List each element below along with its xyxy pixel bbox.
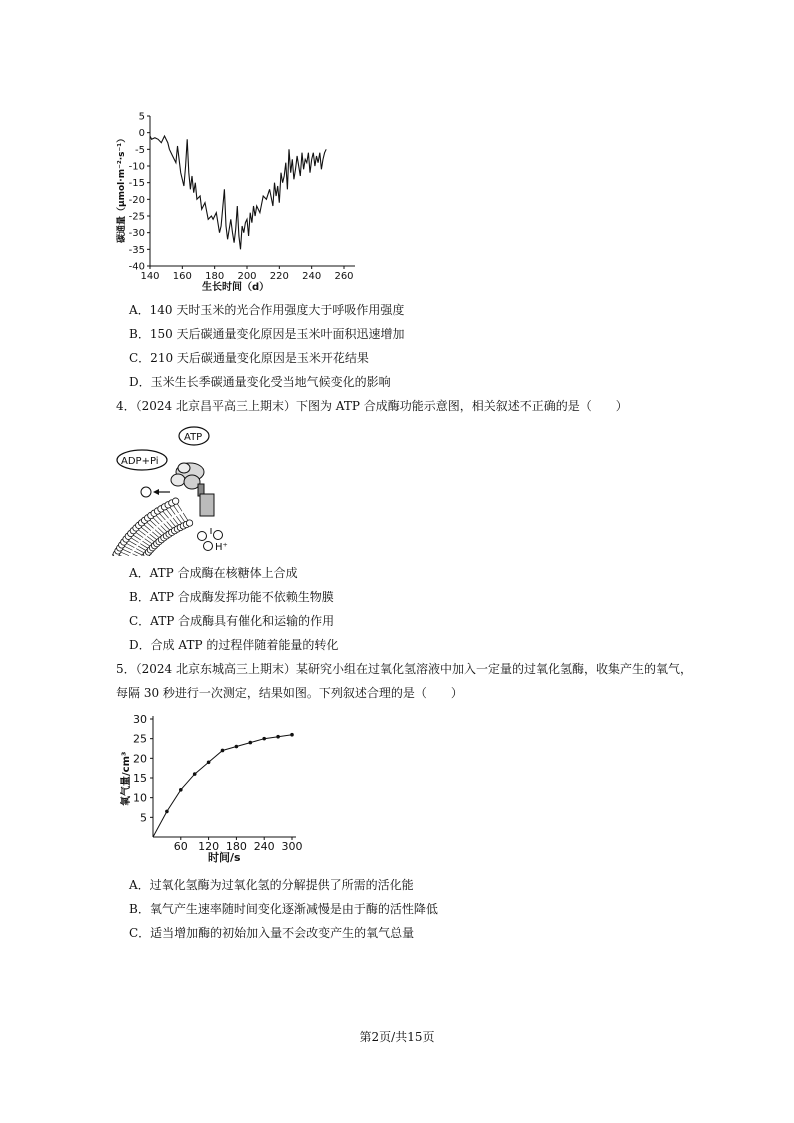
oxygen-data-point xyxy=(165,810,169,814)
chart1-x-tick-label: 240 xyxy=(302,271,322,282)
chart1-y-tick-label: -20 xyxy=(128,194,145,206)
chart1-x-tick-label: 180 xyxy=(205,271,225,282)
oxygen-data-point xyxy=(290,733,294,737)
chart2-y-ticks xyxy=(133,713,153,824)
chart1-axes xyxy=(150,116,355,266)
chart1-x-tick-label: 160 xyxy=(172,271,192,282)
carbon-flux-series xyxy=(150,136,326,249)
q3-option-c: C．210 天后碳通量变化原因是玉米开花结果 xyxy=(129,351,369,365)
chart2-x-tick-label: 240 xyxy=(253,840,275,853)
q5-stem-line2: 每隔 30 秒进行一次测定，结果如图。下列叙述合理的是（ ） xyxy=(116,686,463,700)
q4-option-d: D．合成 ATP 的过程伴随着能量的转化 xyxy=(129,638,339,652)
chart1-y-tick-label: -30 xyxy=(128,228,145,240)
oxygen-data-point xyxy=(193,772,197,776)
oxygen-data-point xyxy=(262,737,266,741)
q4-option-b: B．ATP 合成酶发挥功能不依赖生物膜 xyxy=(129,590,334,604)
chart2-x-tick-label: 180 xyxy=(225,840,247,853)
chart1-x-ticks xyxy=(140,266,353,282)
page-footer: 第2页/共15页 xyxy=(359,1030,435,1044)
chart1-x-tick-label: 220 xyxy=(269,271,289,282)
chart1-y-tick-label: -35 xyxy=(128,244,145,256)
atp-synthase-head-icon xyxy=(171,463,214,516)
chart1-y-axis-label: 碳通量（μmol·m⁻²·s⁻¹） xyxy=(117,133,127,243)
chart2-x-axis-label: 时间/s xyxy=(208,851,241,864)
chart2-x-tick-label: 120 xyxy=(198,840,220,853)
atp-label: ATP xyxy=(184,432,203,443)
oxygen-points xyxy=(165,733,294,813)
q4-stem: 4．（2024 北京昌平高三上期末）下图为 ATP 合成酶功能示意图，相关叙述不正确的是（ ） xyxy=(116,399,628,413)
chart2-y-tick-label: 10 xyxy=(133,791,147,805)
q3-option-a: A．140 天时玉米的光合作用强度大于呼吸作用强度 xyxy=(129,303,405,317)
chart1-y-tick-label: -15 xyxy=(128,178,145,190)
chart1-x-tick-label: 140 xyxy=(140,271,160,282)
chart1-y-tick-label: 5 xyxy=(138,111,145,123)
chart2-y-axis-label: 氧气量/cm³ xyxy=(121,751,132,806)
chart2-x-tick-label: 300 xyxy=(281,840,303,853)
q5-option-c: C．适当增加酶的初始加入量不会改变产生的氧气总量 xyxy=(129,926,415,940)
chart1-y-tick-label: 0 xyxy=(138,128,145,140)
chart1-y-tick-label: -40 xyxy=(128,261,145,273)
carbon-flux-chart xyxy=(110,108,370,296)
oxygen-data-point xyxy=(221,749,225,753)
chart1-x-tick-label: 260 xyxy=(334,271,354,282)
chart1-x-axis-label: 生长时间（d） xyxy=(202,282,270,293)
atp-synthase-diagram xyxy=(112,424,272,556)
q5-stem-line1: 5．（2024 北京东城高三上期末）某研究小组在过氧化氢溶液中加入一定量的过氧化氢酶，收集产生的氧气， xyxy=(116,662,692,676)
oxygen-chart xyxy=(112,710,312,868)
chart2-y-tick-label: 15 xyxy=(133,772,147,785)
chart2-y-tick-label: 25 xyxy=(133,732,147,746)
chart2-y-tick-label: 20 xyxy=(133,752,147,766)
q4-option-a: A．ATP 合成酶在核糖体上合成 xyxy=(129,566,298,580)
oxygen-data-point xyxy=(249,741,253,745)
q5-option-b: B．氧气产生速率随时间变化逐渐减慢是由于酶的活性降低 xyxy=(129,902,438,916)
chart1-y-tick-label: -25 xyxy=(128,211,145,223)
chart2-y-tick-label: 30 xyxy=(133,713,147,726)
q3-option-d: D．玉米生长季碳通量变化受当地气候变化的影响 xyxy=(129,375,391,389)
chart1-x-tick-label: 200 xyxy=(237,271,257,282)
proton-circle xyxy=(141,487,151,497)
q3-option-b: B．150 天后碳通量变化原因是玉米叶面积迅速增加 xyxy=(129,327,405,341)
membrane-bilayer xyxy=(112,498,193,556)
h-ion-label: H⁺ xyxy=(215,542,228,553)
chart1-y-tick-label: -5 xyxy=(135,144,145,156)
oxygen-data-point xyxy=(179,788,183,792)
chart2-x-tick-label: 60 xyxy=(173,840,188,853)
oxygen-data-point xyxy=(276,735,280,739)
oxygen-data-point xyxy=(235,745,239,749)
chart1-y-tick-label: -10 xyxy=(128,161,145,173)
chart1-y-ticks xyxy=(129,112,150,273)
q4-option-c: C．ATP 合成酶具有催化和运输的作用 xyxy=(129,614,335,628)
chart2-y-tick-label: 5 xyxy=(140,811,147,825)
oxygen-data-point xyxy=(207,760,211,764)
chart2-axes xyxy=(153,716,296,837)
adp-label: ADP+Pi xyxy=(121,456,159,467)
q5-option-a: A．过氧化氢酶为过氧化氢的分解提供了所需的活化能 xyxy=(129,878,414,892)
